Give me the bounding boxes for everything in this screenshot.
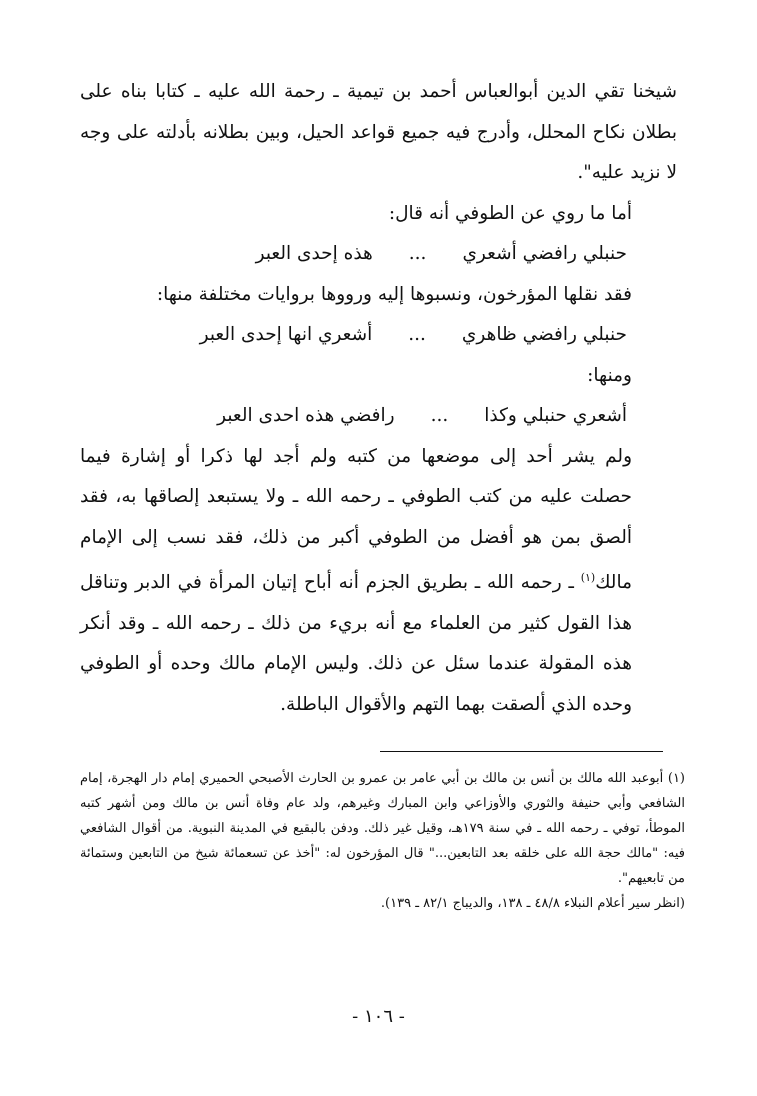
verse-1-second-hemistich: هذه إحدى العبر	[255, 243, 373, 264]
footnote-reference[interactable]: (١)	[580, 571, 596, 584]
verse-3-second-hemistich: رافضي هذه احدى العبر	[217, 405, 395, 426]
paragraph-2	[80, 437, 677, 726]
verse-3-first-hemistich: أشعري حنبلي وكذا	[484, 405, 627, 426]
verse-2-first-hemistich: حنبلي رافضي ظاهري	[461, 324, 627, 345]
verse-3-separator: ...	[430, 405, 449, 426]
footnote-1-text: (١) أبوعبد الله مالك بن أنس بن مالك بن أبي عامر بن عمرو بن الحارث الأصبحي الحميري إمام دار الهجرة، إمام الشافعي وأبي حنيفة والثوري والأوزاعي وابن المبارك وغيرهم، ولد عام وفاة أنس بن مالك ومن أشهر كتبه الموطأ، توفي ـ رحمه الله ـ في سنة ١٧٩هـ، وقيل غير ذلك. ودفن بالبقيع في المدينة النبوية. من أقوال الشافعي فيه: "مالك حجة الله على خلقه بعد التابعين..." قال المؤرخون له: "أخذ عن تسعمائة شيخ من التابعين وستمائة من تابعيهم".	[80, 771, 685, 886]
poem-intro-2: فقد نقلها المؤرخون، ونسبوها إليه ورووها بروايات مختلفة منها:	[156, 283, 632, 305]
page-number: - ١٠٦ -	[352, 1006, 405, 1027]
footnote-divider	[380, 751, 663, 752]
paragraph-2-before-note: ولم يشر أحد إلى موضعها من كتبه ولم أجد لها ذكرا أو إشارة فيما حصلت عليه من كتب الطوفي ـ رحمه الله ـ ولا يستبعد إلصاقها به، فقد ألصق بمن هو أفضل من الطوفي أكبر من ذلك، فقد نسب إلى الإمام مالك	[80, 445, 632, 594]
verse-3	[80, 396, 677, 437]
paragraph-2-after-note: ـ رحمه الله ـ بطريق الجزم أنه أباح إتيان المرأة في الدبر وتناقل هذا القول كثير من العلماء مع أنه بريء من ذلك ـ رحمه الله ـ وقد أنكر هذه المقولة عندما سئل عن ذلك. وليس الإمام مالك وحده أو الطوفي وحده الذي ألصقت بهما التهم والأقوال الباطلة.	[80, 572, 632, 715]
verse-1-first-hemistich: حنبلي رافضي أشعري	[462, 243, 627, 264]
verse-2-second-hemistich: أشعري انها إحدى العبر	[199, 324, 373, 345]
paragraph-1: شيخنا تقي الدين أبوالعباس أحمد بن تيمية ـ رحمة الله عليه ـ كتابا بناه على بطلان نكاح المحلل، وأدرج فيه جميع قواعد الحيل، وبين بطلانه بأدلته على وجه لا نزيد عليه".	[80, 81, 677, 183]
verse-2-separator: ...	[408, 324, 426, 345]
main-text	[80, 72, 677, 725]
poem-intro-1: أما ما روي عن الطوفي أنه قال:	[388, 202, 632, 224]
footnotes	[80, 766, 685, 916]
verse-1-separator: ...	[408, 243, 427, 264]
footnote-1-source: (انظر سير أعلام النبلاء ٤٨/٨ ـ ١٣٨، والديباج ٨٢/١ ـ ١٣٩).	[380, 896, 685, 911]
verse-1	[80, 234, 677, 275]
poem-intro-3: ومنها:	[587, 364, 632, 386]
verse-2	[80, 315, 677, 356]
